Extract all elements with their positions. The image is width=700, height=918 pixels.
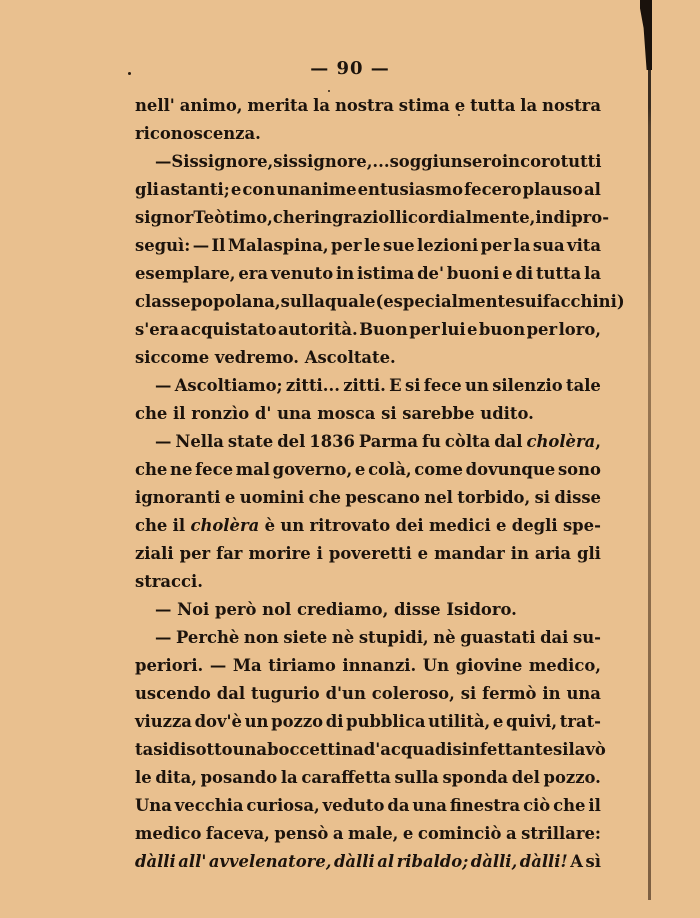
text-line: — Noi però nol crediamo, disse Isidoro. bbox=[155, 600, 517, 619]
text-line: periori. — Ma tiriamo innanzi. Un giovine medico, bbox=[135, 656, 601, 675]
text-line: uscendo dal tugurio d'un coleroso, si fermò in una bbox=[135, 684, 601, 703]
text-line: classe popolana, sulla quale (e specialmente sui facchini) bbox=[135, 292, 625, 311]
text-line: che il ronzìo d' una mosca si sarebbe udito. bbox=[135, 404, 534, 423]
text-line: — Perchè non siete nè stupidi, nè guastati dai su- bbox=[155, 628, 601, 647]
text-line: s'era acquistato autorità. Buon per lui e buon per loro, bbox=[135, 320, 601, 339]
text-line: Una vecchia curiosa, veduto da una finestra ciò che il bbox=[135, 796, 601, 815]
text-line: riconoscenza. bbox=[135, 124, 261, 143]
text-line: siccome vedremo. Ascoltate. bbox=[135, 348, 396, 367]
text-line: stracci. bbox=[135, 572, 203, 591]
text-line: signor Teòtimo, che ringraziolli cordialmente, indi pro- bbox=[135, 208, 610, 227]
text-line: — Nella state del 1836 Parma fu còlta dal cholèra, bbox=[155, 432, 601, 451]
text-line: ziali per far morire i poveretti e mandar in aria gli bbox=[135, 544, 601, 563]
text-line: dàlli all' avvelenatore, dàlli al ribaldo; dàlli, dàlli! A sì bbox=[135, 852, 601, 871]
text-line: — Ascoltiamo; zitti... zitti. E si fece un silenzio tale bbox=[155, 376, 601, 395]
text-line: — Sissignore, sissignore,... soggiunsero in coro tutti bbox=[155, 152, 602, 171]
text-line: che ne fece mal governo, e colà, come dovunque sono bbox=[135, 460, 601, 479]
page-number: — 90 — bbox=[310, 58, 390, 79]
text-line: le dita, posando la caraffetta sulla sponda del pozzo. bbox=[135, 768, 601, 787]
text-line: gli astanti; e con unanime entusiasmo fecero plauso al bbox=[135, 180, 601, 199]
text-line: che il cholèra è un ritrovato dei medici e degli spe- bbox=[135, 516, 601, 535]
text-line: nell' animo, merita la nostra stima e tutta la nostra bbox=[135, 96, 601, 115]
text-line: tasi di sotto una boccettina d'acqua disinfettante si lavò bbox=[135, 740, 606, 759]
text-line: medico faceva, pensò a male, e cominciò a strillare: bbox=[135, 824, 601, 843]
text-line: viuzza dov'è un pozzo di pubblica utilità, e quivi, trat- bbox=[135, 712, 601, 731]
text-line: esemplare, era venuto in istima de' buoni e di tutta la bbox=[135, 264, 601, 283]
page-edge-line bbox=[648, 0, 651, 900]
text-line: seguì: — Il Malaspina, per le sue lezioni per la sua vita bbox=[135, 236, 601, 255]
text-line: ignoranti e uomini che pescano nel torbido, si disse bbox=[135, 488, 601, 507]
body-text bbox=[135, 92, 625, 876]
